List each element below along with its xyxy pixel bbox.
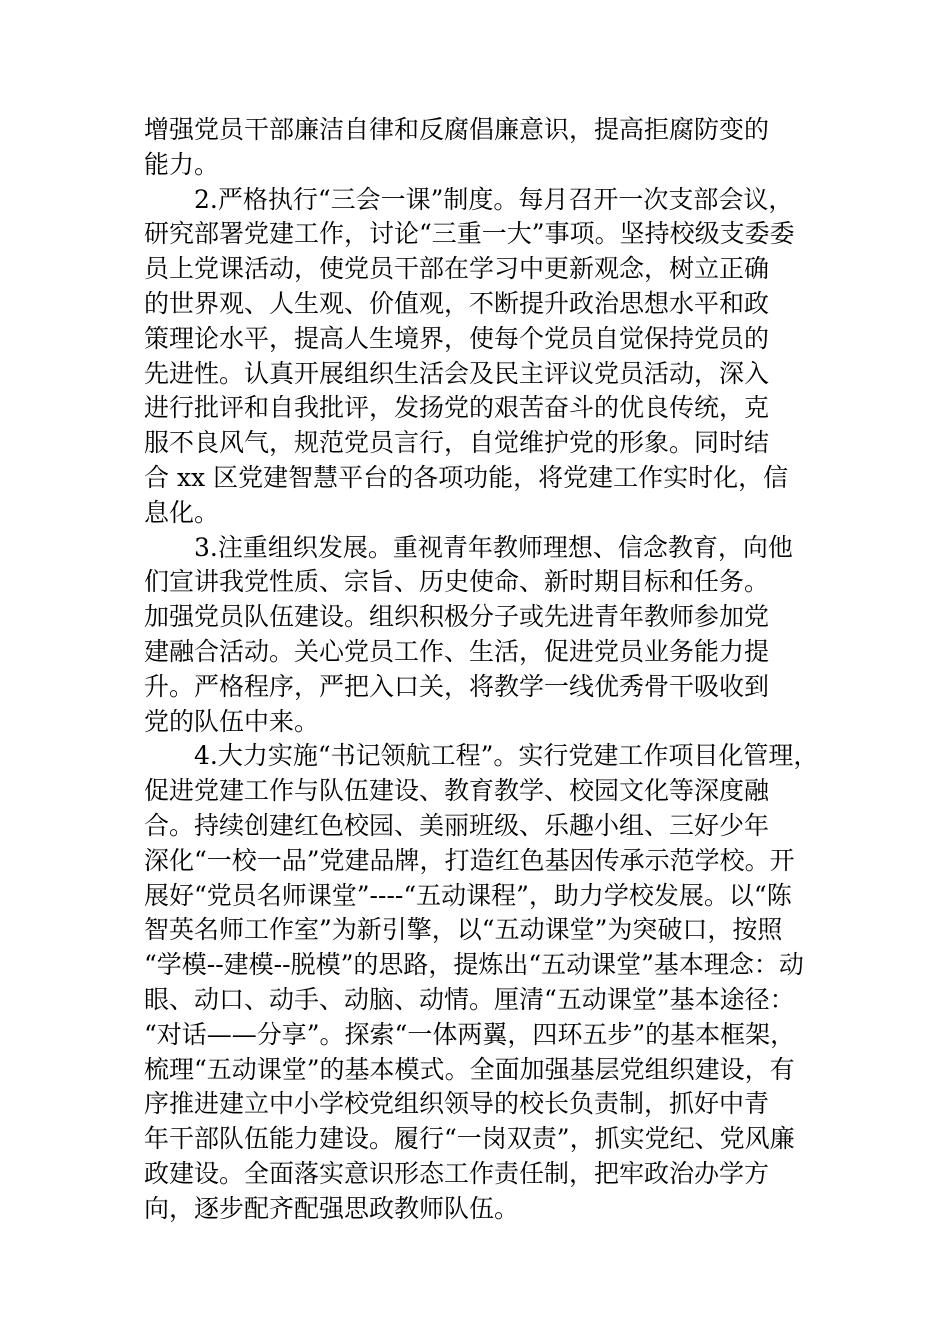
document-body [144,113,824,1227]
text-line: 向，逐步配齐配强思政教师队伍。 [144,1193,520,1223]
text-line: 进行批评和自我批评，发扬党的艰苦奋斗的优良传统，克 [144,393,770,423]
text-line: 服不良风气，规范党员言行，自觉维护党的形象。同时结 [144,428,770,458]
text-line: 年干部队伍能力建设。履行“一岗双责”，抓实党纪、党风廉 [144,1124,795,1154]
text-line: 策理论水平，提高人生境界，使每个党员自觉保持党员的 [144,323,770,353]
text-line: 党的队伍中来。 [144,706,320,736]
text-line: “学模--建模--脱模”的思路，提炼出“五动课堂”基本理念：动 [144,950,804,980]
text-line: 先进性。认真开展组织生活会及民主评议党员活动，深入 [144,358,770,388]
text-line: 息化。 [144,497,220,527]
text-line: 序推进建立中小学校党组织领导的校长负责制，抓好中青 [144,1089,770,1119]
text-line: 研究部署党建工作，讨论“三重一大”事项。坚持校级支委委 [144,219,795,249]
text-line: 深化“一校一品”党建品牌，打造红色基因传承示范学校。开 [144,845,795,875]
paragraph-start-line: 3.注重组织发展。重视青年教师理想、信念教育，向他 [194,532,793,562]
text-line: 升。严格程序，严把入口关，将教学一线优秀骨干吸收到 [144,671,770,701]
paragraph-start-line: 4.大力实施“书记领航工程”。实行党建工作项目化管理， [194,741,819,771]
text-line: 建融合活动。关心党员工作、生活，促进党员业务能力提 [144,636,770,666]
text-line: 的世界观、人生观、价值观，不断提升政治思想水平和政 [144,288,770,318]
text-line: 眼、动口、动手、动脑、动情。厘清“五动课堂”基本途径： [144,984,795,1014]
text-line: 们宣讲我党性质、宗旨、历史使命、新时期目标和任务。 [144,567,770,597]
text-line: 合 xx 区党建智慧平台的各项功能，将党建工作实时化，信 [144,462,789,492]
text-line: 加强党员队伍建设。组织积极分子或先进青年教师参加党 [144,602,770,632]
text-line: 梳理“五动课堂”的基本模式。全面加强基层党组织建设，有 [144,1054,795,1084]
text-line: 智英名师工作室”为新引擎，以“五动课堂”为突破口，按照 [144,915,783,945]
text-line: 展好“党员名师课堂”----“五动课程”，助力学校发展。以“陈 [144,880,792,910]
text-line: 增强党员干部廉洁自律和反腐倡廉意识，提高拒腐防变的 [144,115,770,144]
text-line: 合。持续创建红色校园、美丽班级、乐趣小组、三好少年 [144,810,770,840]
text-line: 员上党课活动，使党员干部在学习中更新观念，树立正确 [144,254,770,284]
text-line: 政建设。全面落实意识形态工作责任制，把牢政治办学方 [144,1158,770,1188]
text-line: 能力。 [144,149,220,179]
paragraph-start-line: 2.严格执行“三会一课”制度。每月召开一次支部会议， [194,184,794,214]
text-line: 促进党建工作与队伍建设、教育教学、校园文化等深度融 [144,776,770,806]
text-line: “对话——分享”。探索“一体两翼，四环五步”的基本框架， [144,1019,796,1049]
